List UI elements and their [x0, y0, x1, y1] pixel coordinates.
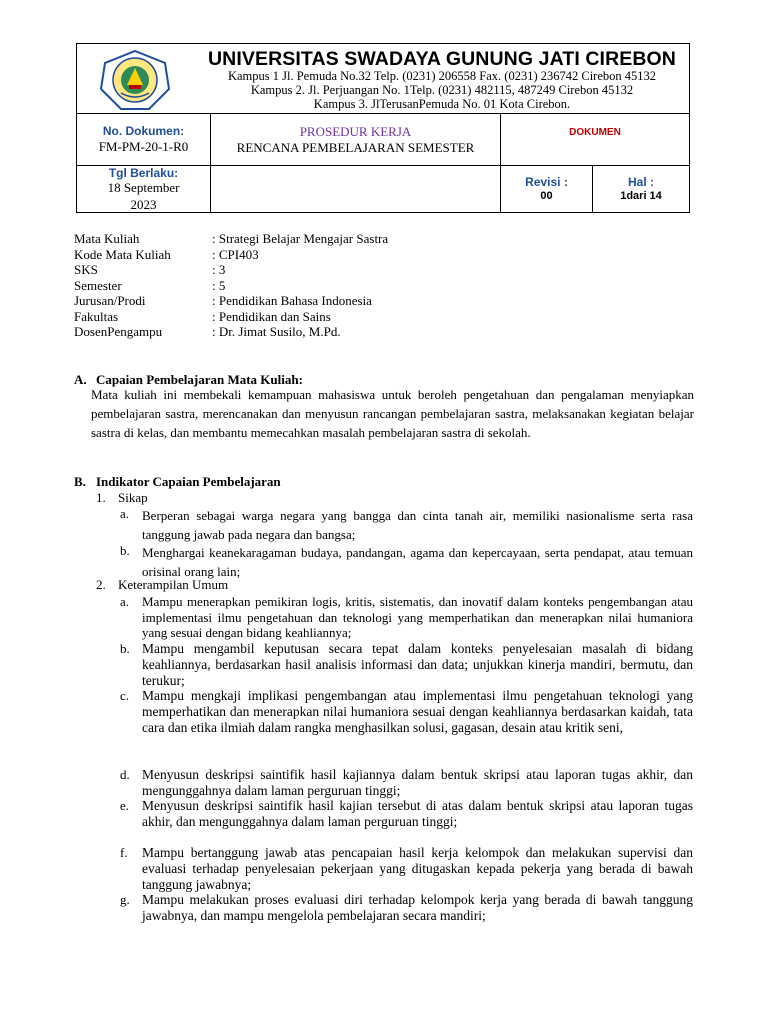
dokumen-label: DOKUMEN — [569, 127, 621, 138]
course-info-value: : 3 — [212, 262, 226, 277]
course-info-value: : Pendidikan dan Sains — [212, 308, 331, 324]
section-a-title: Capaian Pembelajaran Mata Kuliah: — [96, 372, 303, 387]
subsection-1-marker: 1. — [96, 490, 106, 505]
section-b-title: Indikator Capaian Pembelajaran — [96, 474, 281, 489]
course-info-value: : 5 — [212, 277, 226, 293]
list-item-text: Mampu melakukan proses evaluasi diri terhadap kelompok kerja yang berada di bawah tanggung jawabnya, dan mampu mengelola pembelajaran secara mandiri; — [142, 892, 693, 923]
list-item-marker: d. — [120, 767, 130, 782]
list-item-text: Menyusun deskripsi saintifik hasil kajiannya dalam bentuk skripsi atau laporan tugas akhir, dan mengunggahnya dalam laman perguruan tinggi; — [142, 767, 693, 798]
list-item-text: Mampu mengkaji implikasi pengembangan atau implementasi ilmu pengetahuan teknologi yang memperhatikan dan menerapkan nilai humaniora sesuai dengan keahliannya berdasarkan kaidah, tata cara dan etika ilmiah dalam rangka menghasilkan solusi, gagasan, desain atau kritik seni, — [142, 688, 693, 735]
hal-label: Hal : — [627, 175, 654, 189]
list-item-text: Menghargai keanekaragaman budaya, pandangan, agama dan kepercayaan, serta pendapat, atau temuan orisinal orang lain; — [142, 545, 693, 579]
revisi-value: 00 — [540, 190, 553, 202]
course-info-value: : Strategi Belajar Mengajar Sastra — [212, 231, 389, 246]
list-item-text: Mampu mengambil keputusan secara tepat dalam konteks penyelesaian masalah di bidang keahliannya, berdasarkan hasil analisis informasi dan data; unjukkan kinerja mandiri, bermutu, dan terukur; — [142, 641, 693, 688]
course-info-label: Jurusan/Prodi — [74, 293, 146, 308]
address-line-3: Kampus 3. JlTerusanPemuda No. 01 Kota Cirebon. — [313, 97, 571, 111]
list-item-text: Mampu bertanggung jawab atas pencapaian hasil kerja kelompok dan melakukan supervisi dan evaluasi terhadap penyelesaian pekerjaan yang ditugaskan kepada pekerja yang berada di bawah tanggung jawabnya; — [142, 845, 693, 892]
course-info-value: : Pendidikan Bahasa Indonesia — [212, 293, 372, 308]
section-b-marker: B. — [74, 474, 86, 489]
tgl-berlaku-label: Tgl Berlaku: — [108, 166, 179, 180]
subsection-2-marker: 2. — [96, 577, 106, 592]
university-seal-icon — [99, 49, 171, 111]
procedure-subtitle: RENCANA PEMBELAJARAN SEMESTER — [236, 140, 475, 155]
course-info-label: Fakultas — [74, 308, 119, 324]
header-divider-1 — [77, 113, 689, 114]
course-info-label: DosenPengampu — [74, 324, 163, 339]
course-info-value: : Dr. Jimat Susilo, M.Pd. — [212, 324, 341, 339]
section-a-marker: A. — [74, 372, 87, 387]
list-item-marker: c. — [120, 688, 130, 703]
list-item-marker: g. — [120, 892, 130, 907]
course-info-label: Kode Mata Kuliah — [74, 246, 171, 262]
subsection-2-title: Keterampilan Umum — [118, 577, 229, 592]
tgl-berlaku-value-line-1: 18 September — [107, 180, 180, 195]
course-info-value: : CPI403 — [212, 246, 259, 262]
list-item-marker: a. — [120, 506, 130, 521]
hal-value: 1dari 14 — [620, 190, 662, 202]
procedure-title: PROSEDUR KERJA — [299, 124, 412, 139]
list-item-marker: a. — [120, 594, 130, 609]
list-item-marker: f. — [120, 845, 128, 860]
list-item-marker: b. — [120, 641, 130, 656]
course-info-label: Semester — [74, 277, 122, 293]
university-name: UNIVERSITAS SWADAYA GUNUNG JATI CIREBON — [208, 48, 676, 70]
doc-no-label: No. Dokumen: — [102, 124, 185, 138]
address-line-1: Kampus 1 Jl. Pemuda No.32 Telp. (0231) 206558 Fax. (0231) 236742 Cirebon 45132 — [227, 69, 657, 83]
list-item-text: Mampu menerapkan pemikiran logis, kritis, sistematis, dan inovatif dalam konteks pengembangan atau implementasi ilmu pengetahuan dan teknologi yang memperhatikan dan menerapkan nilai humaniora yang sesuai dengan bidang keahliannya; — [142, 594, 693, 640]
document-header — [76, 43, 690, 213]
list-item-text: Menyusun deskripsi saintifik hasil kajian tersebut di atas dalam bentuk skripsi atau laporan tugas akhir, dan mengunggahnya dalam laman perguruan tinggi; — [142, 798, 693, 829]
list-item-marker: b. — [120, 543, 130, 558]
section-a-paragraph: Mata kuliah ini membekali kemampuan mahasiswa untuk beroleh pengetahuan dan pengalaman menyiapkan pembelajaran sastra, merencanakan dan menyusun rancangan pembelajaran sastra, melaksanakan kegiatan belajar sastra di kelas, dan membantu memecahkan masalah pembelajaran sastra di sekolah. — [91, 387, 694, 440]
subsection-1-title: Sikap — [118, 490, 148, 505]
revisi-label: Revisi : — [525, 175, 568, 189]
course-info-label: Mata Kuliah — [74, 231, 140, 246]
university-logo — [99, 49, 171, 111]
address-line-2: Kampus 2. Jl. Perjuangan No. 1Telp. (0231) 482115, 487249 Cirebon 45132 — [250, 83, 634, 97]
course-info-label: SKS — [74, 262, 98, 277]
list-item-marker: e. — [120, 798, 130, 813]
doc-no-value: FM-PM-20-1-R0 — [98, 139, 189, 154]
tgl-berlaku-value-line-2: 2023 — [130, 197, 157, 212]
list-item-text: Berperan sebagai warga negara yang bangga dan cinta tanah air, memiliki nasionalisme serta rasa tanggung jawab pada negara dan bangsa; — [142, 508, 693, 542]
